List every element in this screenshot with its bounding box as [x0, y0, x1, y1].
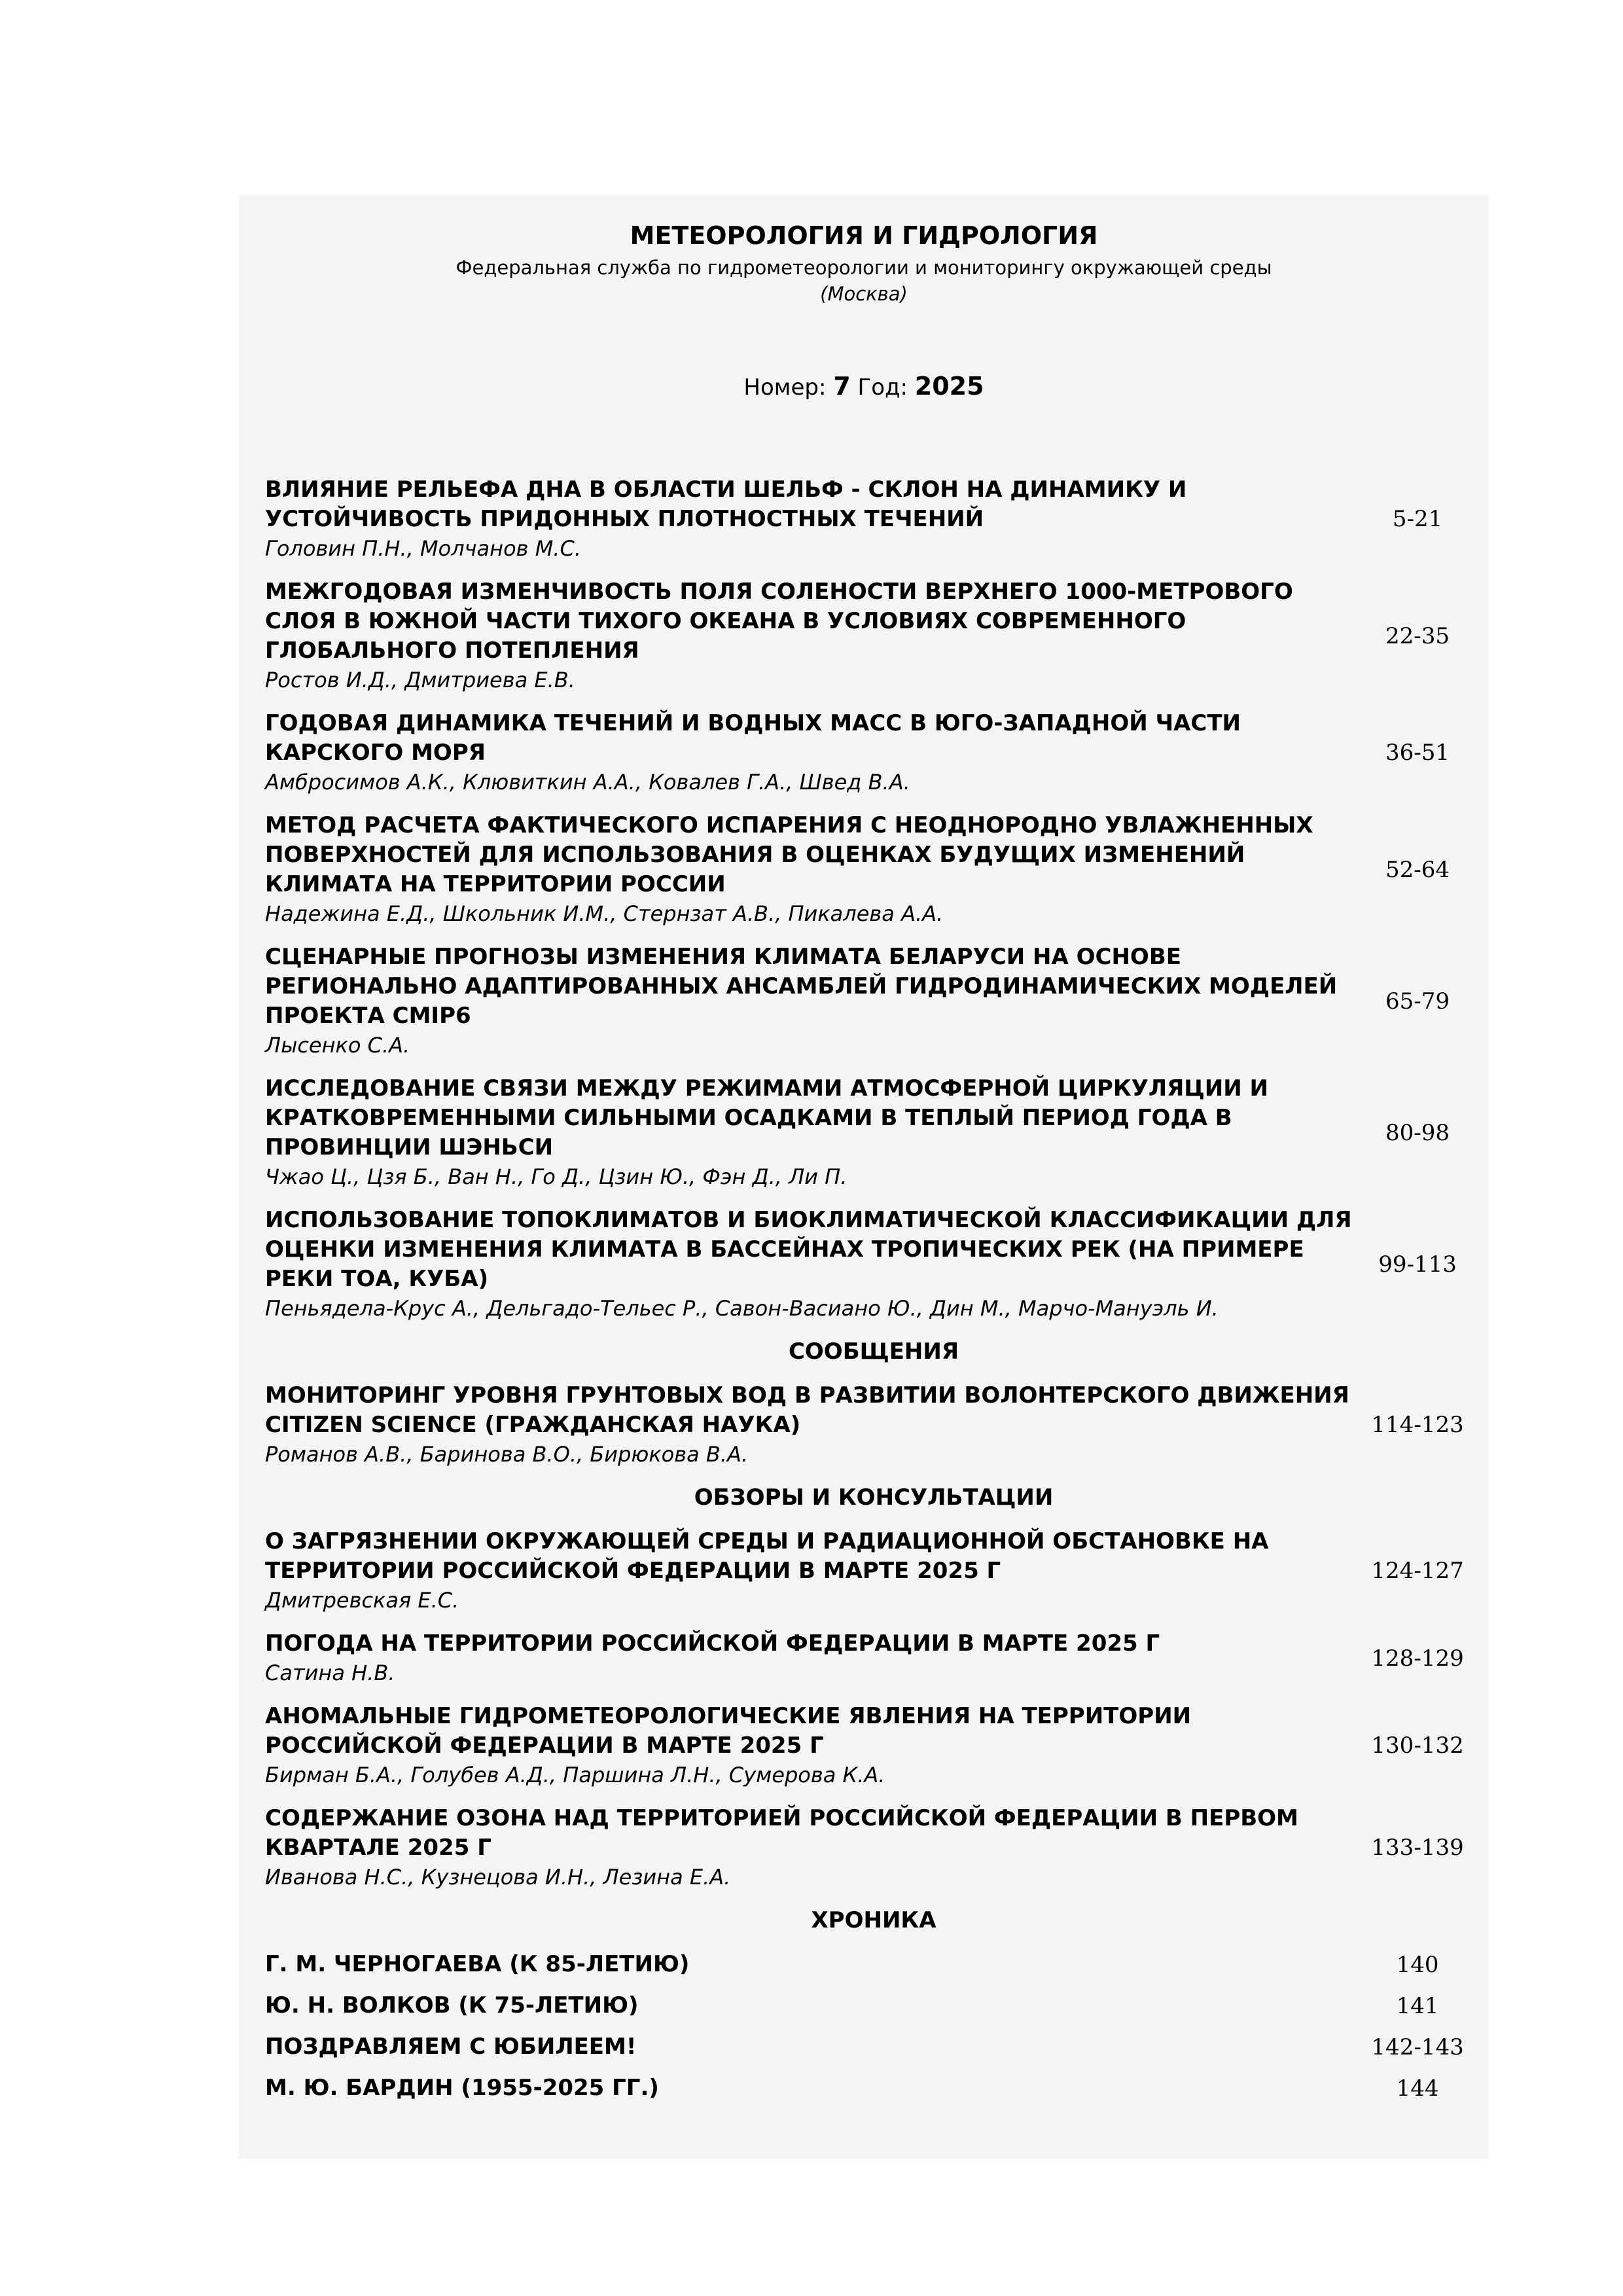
article-title[interactable]: О ЗАГРЯЗНЕНИИ ОКРУЖАЮЩЕЙ СРЕДЫ И РАДИАЦИОННОЙ ОБСТАНОВКЕ НА ТЕРРИТОРИИ РОССИЙСКОЙ ФЕДЕРАЦИИ В МАРТЕ 2025 Г — [265, 1528, 1269, 1584]
contents-panel — [239, 195, 1489, 2159]
article-pages: 128-129 — [1371, 1645, 1464, 1672]
section-heading-chronicle: ХРОНИКА — [811, 1907, 936, 1933]
article-title[interactable]: МЕЖГОДОВАЯ ИЗМЕНЧИВОСТЬ ПОЛЯ СОЛЕНОСТИ ВЕРХНЕГО 1000-МЕТРОВОГО СЛОЯ В ЮЖНОЙ ЧАСТИ ТИХОГО ОКЕАНА В УСЛОВИЯХ СОВРЕМЕННОГО ГЛОБАЛЬНОГО ПОТЕПЛЕНИЯ — [265, 579, 1293, 664]
article-title[interactable]: Г. М. ЧЕРНОГАЕВА (К 85-ЛЕТИЮ) — [265, 1951, 690, 1977]
article-pages: 52-64 — [1385, 856, 1450, 883]
article-title[interactable]: ПОГОДА НА ТЕРРИТОРИИ РОССИЙСКОЙ ФЕДЕРАЦИИ В МАРТЕ 2025 Г — [265, 1630, 1160, 1657]
toc-entry[interactable] — [265, 709, 1482, 797]
article-authors: Пеньядела-Крус А., Дельгадо-Тельес Р., Савон-Васиано Ю., Дин М., Марчо-Мануэль И. — [265, 1296, 1219, 1321]
toc-entry[interactable] — [265, 475, 1482, 563]
toc-entry[interactable] — [265, 2073, 1482, 2103]
article-pages: 99-113 — [1378, 1251, 1457, 1278]
article-title[interactable]: М. Ю. БАРДИН (1955-2025 ГГ.) — [265, 2075, 659, 2101]
article-pages: 144 — [1396, 2075, 1439, 2102]
article-authors: Лысенко С.А. — [265, 1033, 410, 1058]
toc-entry[interactable] — [265, 2032, 1482, 2062]
article-authors: Чжао Ц., Цзя Б., Ван Н., Го Д., Цзин Ю., Фэн Д., Ли П. — [265, 1164, 847, 1189]
article-title[interactable]: СЦЕНАРНЫЕ ПРОГНОЗЫ ИЗМЕНЕНИЯ КЛИМАТА БЕЛАРУСИ НА ОСНОВЕ РЕГИОНАЛЬНО АДАПТИРОВАННЫХ АНСАМБЛЕЙ ГИДРОДИНАМИЧЕСКИХ МОДЕЛЕЙ ПРОЕКТА CMIP6 — [265, 944, 1338, 1029]
article-authors: Головин П.Н., Молчанов М.С. — [265, 536, 581, 561]
article-title[interactable]: ВЛИЯНИЕ РЕЛЬЕФА ДНА В ОБЛАСТИ ШЕЛЬФ - СКЛОН НА ДИНАМИКУ И УСТОЙЧИВОСТЬ ПРИДОННЫХ ПЛОТНОСТНЫХ ТЕЧЕНИЙ — [265, 476, 1187, 532]
section-heading-messages: СООБЩЕНИЯ — [788, 1338, 959, 1365]
article-pages: 140 — [1396, 1951, 1439, 1978]
article-title[interactable]: АНОМАЛЬНЫЕ ГИДРОМЕТЕОРОЛОГИЧЕСКИЕ ЯВЛЕНИЯ НА ТЕРРИТОРИИ РОССИЙСКОЙ ФЕДЕРАЦИИ В МАРТЕ 2025 Г — [265, 1703, 1192, 1759]
toc-entry[interactable] — [265, 942, 1482, 1060]
article-pages: 5-21 — [1392, 506, 1443, 532]
article-authors: Надежина Е.Д., Школьник И.М., Стернзат А.В., Пикалева А.А. — [265, 901, 944, 926]
article-pages: 124-127 — [1371, 1558, 1464, 1584]
toc-entry[interactable] — [265, 1381, 1482, 1469]
journal-title: МЕТЕОРОЛОГИЯ И ГИДРОЛОГИЯ — [630, 221, 1098, 250]
section-heading-reviews: ОБЗОРЫ И КОНСУЛЬТАЦИИ — [694, 1484, 1054, 1511]
article-pages: 142-143 — [1371, 2034, 1464, 2060]
article-pages: 36-51 — [1385, 740, 1450, 766]
issue-line — [239, 372, 1489, 401]
toc-entry[interactable] — [265, 1629, 1482, 1687]
article-authors: Амбросимов А.К., Клювиткин А.А., Ковалев Г.А., Швед В.А. — [265, 770, 910, 795]
article-pages: 141 — [1396, 1992, 1439, 2019]
year-label: Год: — [857, 374, 908, 401]
article-title[interactable]: СОДЕРЖАНИЕ ОЗОНА НАД ТЕРРИТОРИЕЙ РОССИЙСКОЙ ФЕДЕРАЦИИ В ПЕРВОМ КВАРТАЛЕ 2025 Г — [265, 1805, 1298, 1861]
toc-entry[interactable] — [265, 1206, 1482, 1323]
article-title[interactable]: ИССЛЕДОВАНИЕ СВЯЗИ МЕЖДУ РЕЖИМАМИ АТМОСФЕРНОЙ ЦИРКУЛЯЦИИ И КРАТКОВРЕМЕННЫМИ СИЛЬНЫМИ ОСАДКАМИ В ТЕПЛЫЙ ПЕРИОД ГОДА В ПРОВИНЦИИ ШЭНЬСИ — [265, 1075, 1269, 1160]
article-pages: 130-132 — [1371, 1732, 1464, 1759]
toc-entry[interactable] — [265, 1527, 1482, 1615]
toc-entry[interactable] — [265, 811, 1482, 928]
article-authors: Дмитревская Е.С. — [265, 1588, 459, 1613]
toc-entry[interactable] — [265, 1804, 1482, 1892]
issue-number: 7 — [833, 372, 851, 401]
article-title[interactable]: ИСПОЛЬЗОВАНИЕ ТОПОКЛИМАТОВ И БИОКЛИМАТИЧЕСКОЙ КЛАССИФИКАЦИИ ДЛЯ ОЦЕНКИ ИЗМЕНЕНИЯ КЛИМАТА В БАССЕЙНАХ ТРОПИЧЕСКИХ РЕК (НА ПРИМЕРЕ РЕКИ ТОА, КУБА) — [265, 1207, 1352, 1292]
article-pages: 114-123 — [1371, 1412, 1464, 1438]
article-authors: Бирман Б.А., Голубев А.Д., Паршина Л.Н., Сумерова К.А. — [265, 1763, 885, 1787]
publisher: Федеральная служба по гидрометеорологии и мониторингу окружающей среды — [455, 257, 1272, 279]
article-pages: 80-98 — [1385, 1119, 1450, 1146]
article-title[interactable]: Ю. Н. ВОЛКОВ (К 75-ЛЕТИЮ) — [265, 1992, 639, 2018]
toc-entry[interactable] — [265, 1991, 1482, 2020]
toc-entry[interactable] — [265, 1702, 1482, 1789]
article-authors: Иванова Н.С., Кузнецова И.Н., Лезина Е.А. — [265, 1865, 731, 1890]
toc-entry[interactable] — [265, 577, 1482, 694]
article-authors: Романов А.В., Баринова В.О., Бирюкова В.А. — [265, 1442, 749, 1467]
article-title[interactable]: ГОДОВАЯ ДИНАМИКА ТЕЧЕНИЙ И ВОДНЫХ МАСС В ЮГО-ЗАПАДНОЙ ЧАСТИ КАРСКОГО МОРЯ — [265, 710, 1241, 766]
toc-entry[interactable] — [265, 1074, 1482, 1191]
article-title[interactable]: МЕТОД РАСЧЕТА ФАКТИЧЕСКОГО ИСПАРЕНИЯ С НЕОДНОРОДНО УВЛАЖНЕННЫХ ПОВЕРХНОСТЕЙ ДЛЯ ИСПОЛЬЗОВАНИЯ В ОЦЕНКАХ БУДУЩИХ ИЗМЕНЕНИЙ КЛИМАТА НА ТЕРРИТОРИИ РОССИИ — [265, 812, 1313, 897]
article-pages: 65-79 — [1385, 988, 1450, 1014]
table-of-contents — [265, 475, 1482, 2115]
article-pages: 133-139 — [1371, 1835, 1464, 1861]
year: 2025 — [914, 372, 984, 401]
issue-label: Номер: — [743, 374, 827, 401]
article-authors: Сатина Н.В. — [265, 1660, 395, 1685]
article-title[interactable]: ПОЗДРАВЛЯЕМ С ЮБИЛЕЕМ! — [265, 2034, 637, 2060]
article-title[interactable]: МОНИТОРИНГ УРОВНЯ ГРУНТОВЫХ ВОД В РАЗВИТИИ ВОЛОНТЕРСКОГО ДВИЖЕНИЯ CITIZEN SCIENCE (ГРАЖДАНСКАЯ НАУКА) — [265, 1382, 1349, 1438]
article-pages: 22-35 — [1385, 622, 1450, 649]
article-authors: Ростов И.Д., Дмитриева Е.В. — [265, 668, 575, 692]
toc-entry[interactable] — [265, 1950, 1482, 1979]
city: (Москва) — [820, 283, 908, 305]
